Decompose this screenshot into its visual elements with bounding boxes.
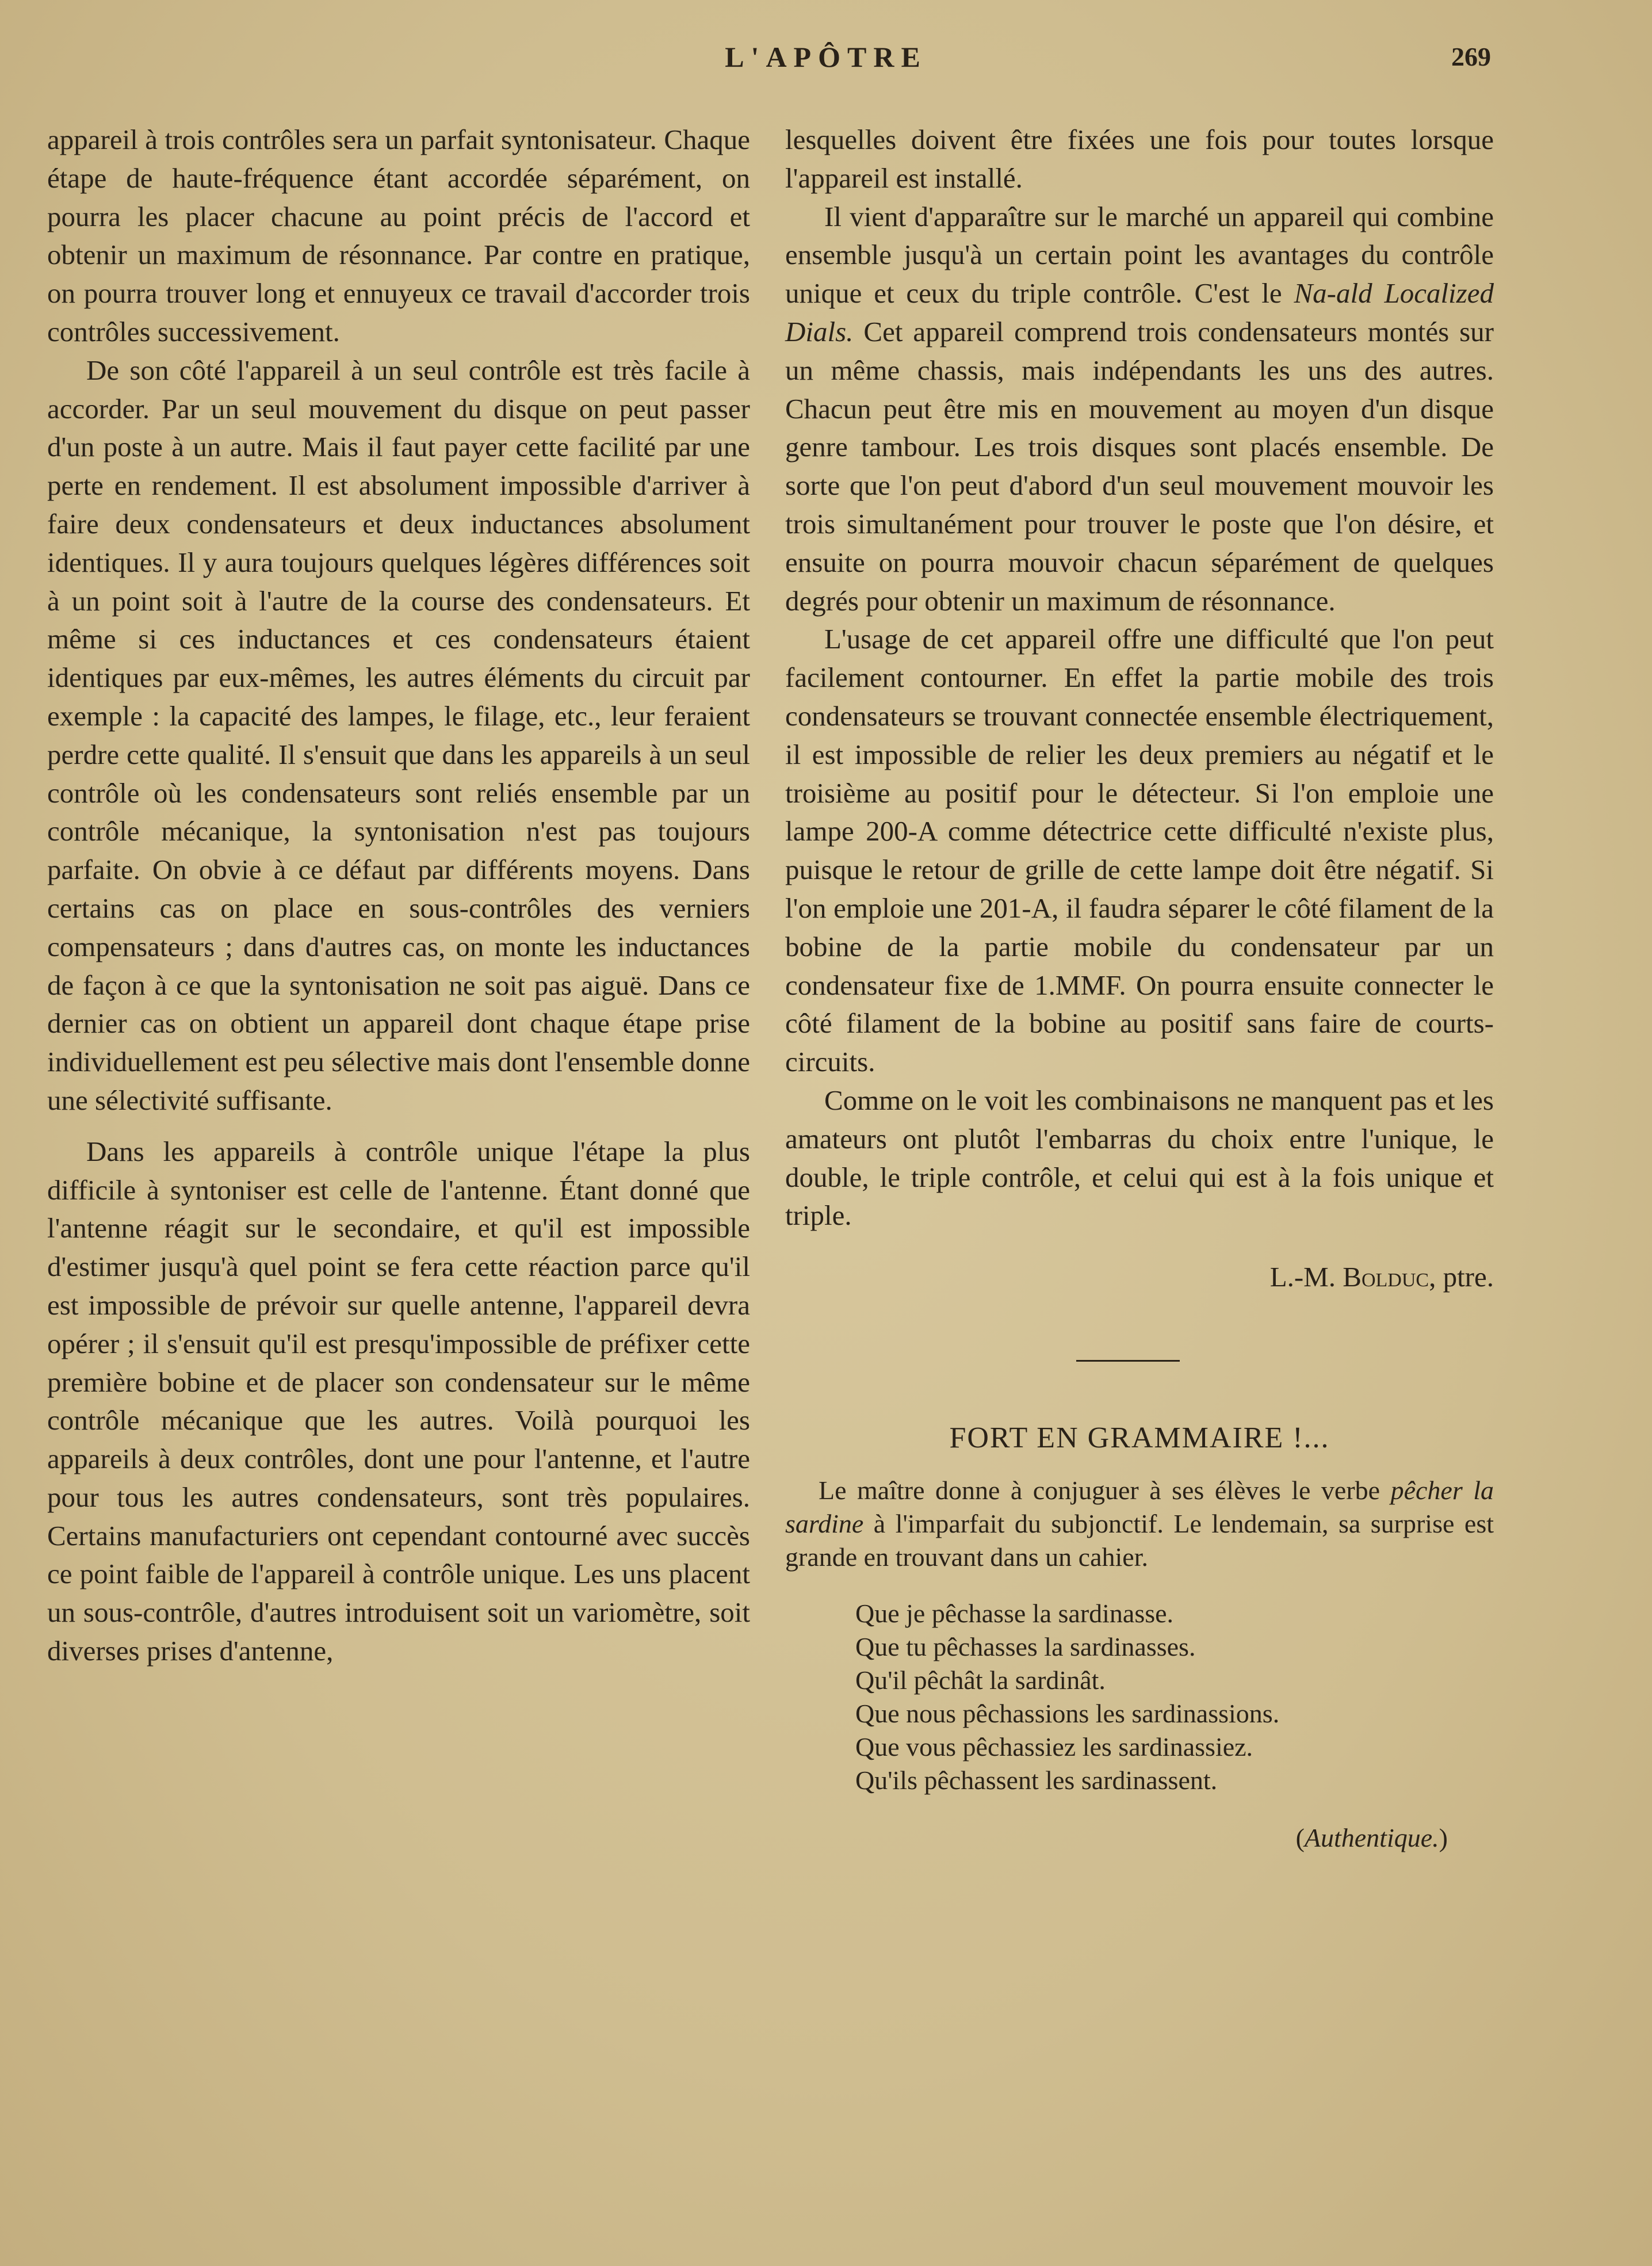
conjugation-line: Que nous pêchassions les sardinassions. <box>855 1698 1280 1728</box>
running-title: L'APÔTRE <box>725 41 927 73</box>
author-initials: L.-M. <box>1269 1261 1343 1293</box>
attribution-paren: ) <box>1439 1822 1448 1852</box>
paragraph: Dans les appareils à contrôle unique l'étape la plus difficile à syntoniser est celle de l'antenne. Étant donné que l'antenne réagit sur le secondaire, et qu'il est impossible d'estimer jusqu'à quel point se fera cette réaction parce qu'il est impossible de prévoir sur quelle antenne, l'appareil devra opérer ; il s'ensuit qu'il est presqu'impossible de préfixer cette première bobine et de placer son condensateur sur le même contrôle mécanique que les autres. Voilà pourquoi les appareils à deux contrôles, dont une pour l'antenne, et l'autre pour tous les autres condensateurs, sont très populaires. Certains manufacturiers ont cependant contourné avec succès ce point faible de l'appareil à contrôle unique. Les uns placent un sous-contrôle, d'autres introduisent soit un variomètre, soit diverses prises d'antenne, <box>47 1135 750 1667</box>
right-column <box>785 121 1494 1858</box>
author-surname: Bolduc <box>1343 1261 1429 1293</box>
paragraph: De son côté l'appareil à un seul contrôle est très facile à accorder. Par un seul mouvement du disque on peut passer d'un poste à un autre. Mais il faut payer cette facilité par une perte en rendement. Il est absolument impossible d'arriver à faire deux condensateurs et deux inductances absolument identiques. Il y aura toujours quelques légères différences soit à un point soit à l'autre de la course des condensateurs. Et même si ces inductances et ces condensateurs étaient identiques par eux-mêmes, les autres éléments du circuit par exemple : la capacité des lampes, le filage, etc., leur feraient perdre cette qualité. Il s'ensuit que dans les appareils à un seul contrôle où les condensateurs sont reliés ensemble par un contrôle mécanique, la syntonisation n'est pas toujours parfaite. On obvie à ce défaut par différents moyens. Dans certains cas on place en sous-contrôles des verniers compensateurs ; dans d'autres cas, on monte les inductances de façon à ce que la syntonisation ne soit pas aiguë. Dans ce dernier cas on obtient un appareil dont chaque étape prise individuellement est peu sélective mais dont l'ensemble donne une sélectivité suffisante. <box>47 354 750 1116</box>
paragraph-text: Cet appareil comprend trois condensateurs montés sur un même chassis, mais indépendants les uns des autres. Chacun peut être mis en mouvement au moyen d'un disque genre tambour. Les trois disques sont placés ensemble. De sorte que l'on peut d'abord d'un seul mouvement mouvoir les trois simultanément pour trouver le poste que l'on désire, et ensuite on pourra mouvoir chacun séparément de quelques degrés pour obtenir un maximum de résonnance. <box>785 315 1494 617</box>
section-divider <box>1076 1360 1180 1362</box>
conjugation-line: Qu'ils pêchassent les sardinassent. <box>855 1765 1218 1795</box>
author-signature <box>785 1258 1494 1297</box>
product-name: Na-ald Localized Dials. <box>785 277 1494 347</box>
joke-body <box>785 1474 1494 1574</box>
paragraph-text: Il vient d'apparaître sur le marché un appareil qui combine ensemble jusqu'à un certain point les avantages du contrôle unique et ceux du triple contrôle. C'est le <box>785 200 1494 309</box>
joke-intro-text: à l'imparfait du subjonctif. Le lendemain, sa surprise est grande en trouvant dans un cahier. <box>785 1508 1494 1572</box>
joke-title: FORT EN GRAMMAIRE !... <box>949 1421 1330 1454</box>
author-suffix: , ptre. <box>1429 1261 1494 1293</box>
conjugation-line: Que vous pêchassiez les sardinassiez. <box>855 1732 1253 1761</box>
paragraph: L'usage de cet appareil offre une difficulté que l'on peut facilement contourner. En effet la partie mobile des trois condensateurs se trouvant connectée ensemble électriquement, il est impossible de relier les deux premiers au négatif et le troisième au positif pour le détecteur. Si l'on emploie une lampe 200-A comme détectrice cette difficulté n'existe plus, puisque le retour de grille de cette lampe doit être négatif. Si l'on emploie une 201-A, il faudra séparer le côté filament de la bobine de la partie mobile du condensateur par un condensateur fixe de 1.MMF. On pourra ensuite connecter le côté filament de la bobine au positif sans faire de courts-circuits. <box>785 623 1494 1078</box>
conjugation-line: Qu'il pêchât la sardinât. <box>855 1665 1106 1695</box>
page-header <box>0 40 1652 86</box>
conjugation-line: Que je pêchasse la sardinasse. <box>855 1598 1174 1628</box>
joke-intro-text: Le maître donne à conjuguer à ses élèves le verbe <box>819 1475 1391 1505</box>
attribution-text: Authentique. <box>1304 1822 1439 1852</box>
paragraph <box>785 198 1494 621</box>
joke-intro <box>785 1474 1494 1574</box>
conjugation-line: Que tu pêchasses la sardinasses. <box>855 1631 1196 1661</box>
paragraph: Comme on le voit les combinaisons ne manquent pas et les amateurs ont plutôt l'embarras du choix entre l'unique, le double, le triple contrôle, et celui qui est à la fois unique et triple. <box>785 1084 1494 1232</box>
conjugation-list <box>855 1597 1494 1797</box>
joke-attribution <box>785 1819 1494 1858</box>
page-number: 269 <box>1451 42 1491 71</box>
joke-verb: pêcher la sardine <box>785 1475 1494 1538</box>
left-column <box>47 121 750 1671</box>
attribution-paren: ( <box>1295 1822 1305 1852</box>
paragraph: lesquelles doivent être fixées une fois pour toutes lorsque l'appareil est installé. <box>785 124 1494 194</box>
paragraph: appareil à trois contrôles sera un parfait syntonisateur. Chaque étape de haute-fréquence étant accordée séparément, on pourra les placer chacune au point précis de l'accord et obtenir un maximum de résonnance. Par contre en pratique, on pourra trouver long et ennuyeux ce travail d'accorder trois contrôles successivement. <box>47 124 750 347</box>
